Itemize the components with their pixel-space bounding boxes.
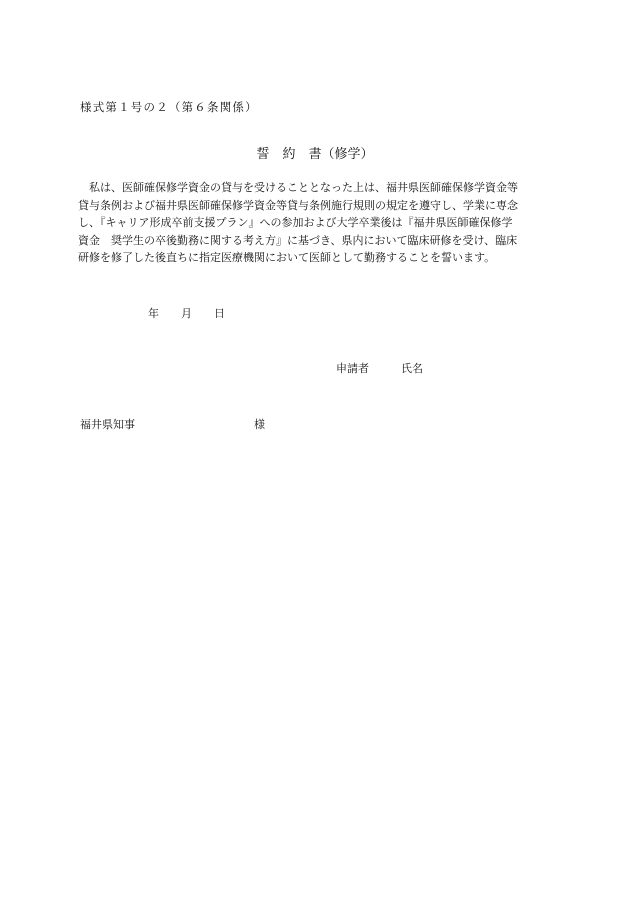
pledge-line-2: 貸与条例および福井県医師確保修学資金等貸与条例施行規則の規定を遵守し、学業に専念 (78, 198, 518, 212)
pledge-line-4: 資金 奨学生の卒後勤務に関する考え方』に基づき、県内において臨床研修を受け、臨床 (78, 233, 518, 247)
applicant-block (336, 360, 423, 376)
pledge-line-3: し、『キャリア形成卒前支援プラン』への参加および大学卒業後は『福井県医師確保修学 (78, 216, 513, 229)
addressee-name: 福井県知事 (80, 418, 135, 431)
name-label: 氏名 (401, 362, 423, 375)
addressee-honorific: 様 (254, 418, 265, 431)
applicant-label: 申請者 (336, 362, 369, 375)
pledge-line-1: 私は、医師確保修学資金の貸与を受けることとなった上は、福井県医師確保修学資金等 (78, 181, 518, 194)
date-line: 年 月 日 (148, 307, 225, 320)
form-number: 様式第１号の２（第６条関係） (80, 100, 258, 114)
pledge-body (78, 179, 548, 267)
document-title: 誓 約 書（修学） (256, 147, 374, 162)
addressee-block (80, 416, 265, 432)
pledge-line-5: 研修を修了した後直ちに指定医療機関において医師として勤務することを誓います。 (78, 251, 496, 264)
